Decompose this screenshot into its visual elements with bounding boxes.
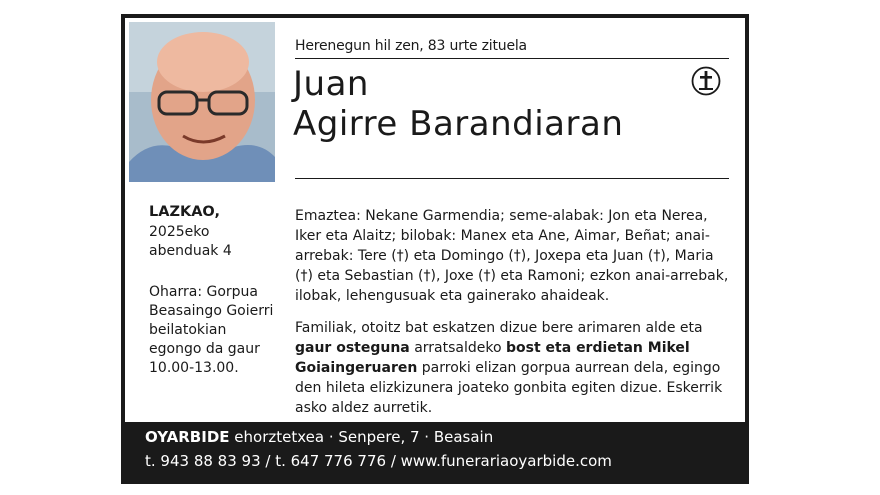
cross-icon [691, 66, 721, 96]
obituary-card [121, 14, 749, 484]
name-surnames: Agirre Barandiaran [293, 104, 624, 144]
date: 2025eko abenduak 4 [149, 224, 232, 259]
obituary-body [295, 206, 735, 430]
divider [295, 58, 729, 59]
funeral-home-line: OYARBIDE ehorztetxea · Senpere, 7 · Beasain [145, 428, 494, 446]
funeral-invitation: Familiak, otoitz bat eskatzen dizue bere arimaren alde eta gaur osteguna arratsaldeko bost eta erdietan Mikel Goiaingeruaren parroki elizan gorpua aurrean dela, egingo den hileta elizkizunera joateko gonbita egiten dizue. Eskerrik asko aldez aurretik. [295, 320, 723, 416]
divider [295, 178, 729, 179]
name-first: Juan [293, 64, 369, 104]
subtitle: Herenegun hil zen, 83 urte zituela [295, 38, 527, 54]
portrait-photo [129, 22, 275, 182]
company-name: OYARBIDE [145, 428, 230, 446]
place: LAZKAO, [149, 204, 220, 220]
wake-note: Oharra: Gorpua Beasaingo Goierri beilatokian egongo da gaur 10.00-13.00. [149, 284, 274, 376]
contact-line: t. 943 88 83 93 / t. 647 776 776 / www.funerariaoyarbide.com [145, 452, 612, 470]
footer [125, 422, 745, 480]
family-list: Emaztea: Nekane Garmendia; seme-alabak: Jon eta Nerea, Iker eta Alaitz; bilobak: Manex eta Ane, Aimar, Beñat; anai-arrebak: Tere (†) eta Domingo (†), Joxepa eta Juan (†), Maria (†) eta Sebastian (†), Joxe (†) eta Ramoni; ezkon anai-arrebak, ilobak, lehengusuak eta gainerako ahaideak. [295, 208, 729, 304]
